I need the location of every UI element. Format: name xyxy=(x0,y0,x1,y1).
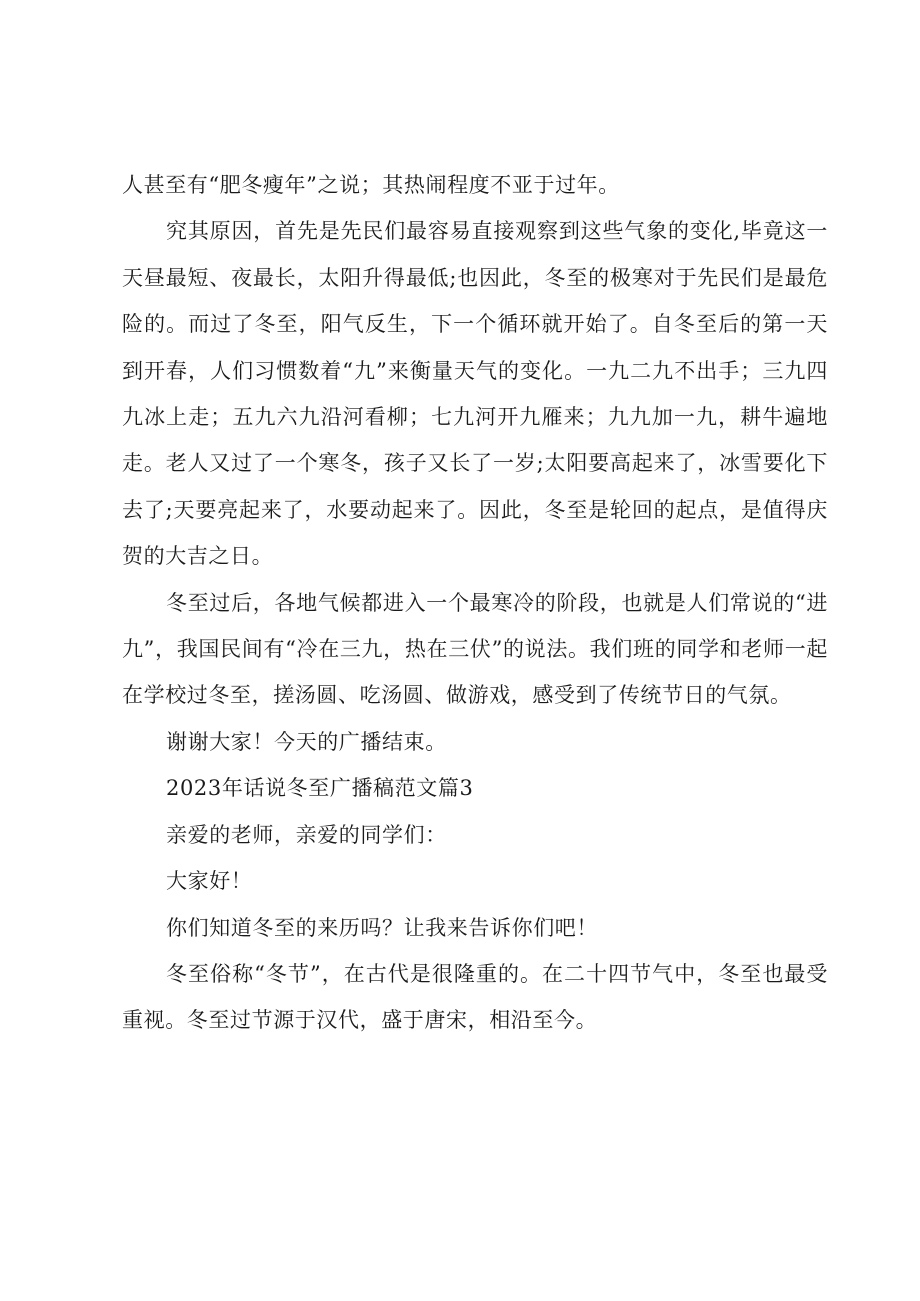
paragraph-salutation: 亲爱的老师，亲爱的同学们： xyxy=(166,822,447,847)
paragraph-origin: 冬至俗称“冬节”，在古代是很隆重的。在二十四节气中，冬至也最受重视。冬至过节源于汉代，盛于唐宋，相沿至今。 xyxy=(122,961,828,1033)
paragraph-continuation: 人甚至有“肥冬瘦年”之说；其热闹程度不亚于过年。 xyxy=(122,173,620,197)
section-heading: 2023年话说冬至广播稿范文篇3 xyxy=(166,776,474,801)
paragraph-reasons: 究其原因，首先是先民们最容易直接观察到这些气象的变化,毕竟这一天昼最短、夜最长，太阳升得最低;也因此，冬至的极寒对于先民们是最危险的。而过了冬至，阳气反生，下一个循环就开始了。自冬至后的第一天到开春，人们习惯数着“九”来衡量天气的变化。一九二九不出手；三九四九冰上走；五九六九沿河看柳；七九河开九雁来；九九加一九，耕牛遍地走。老人又过了一个寒冬，孩子又长了一岁;太阳要高起来了，冰雪要化下去了;天要亮起来了，水要动起来了。因此，冬至是轮回的起点，是值得庆贺的大吉之日。 xyxy=(122,219,828,569)
paragraph-question: 你们知道冬至的来历吗？让我来告诉你们吧！ xyxy=(166,915,598,940)
document-body xyxy=(122,162,828,1044)
paragraph-closing-thanks: 谢谢大家！今天的广播结束。 xyxy=(166,729,447,754)
paragraph-after-winter-solstice: 冬至过后，各地气候都进入一个最寒冷的阶段，也就是人们常说的“进九”，我国民间有“冷在三九，热在三伏”的说法。我们班的同学和老师一起在学校过冬至，搓汤圆、吃汤圆、做游戏，感受到了传统节日的气氛。 xyxy=(122,590,828,708)
paragraph-greeting: 大家好！ xyxy=(166,869,253,894)
